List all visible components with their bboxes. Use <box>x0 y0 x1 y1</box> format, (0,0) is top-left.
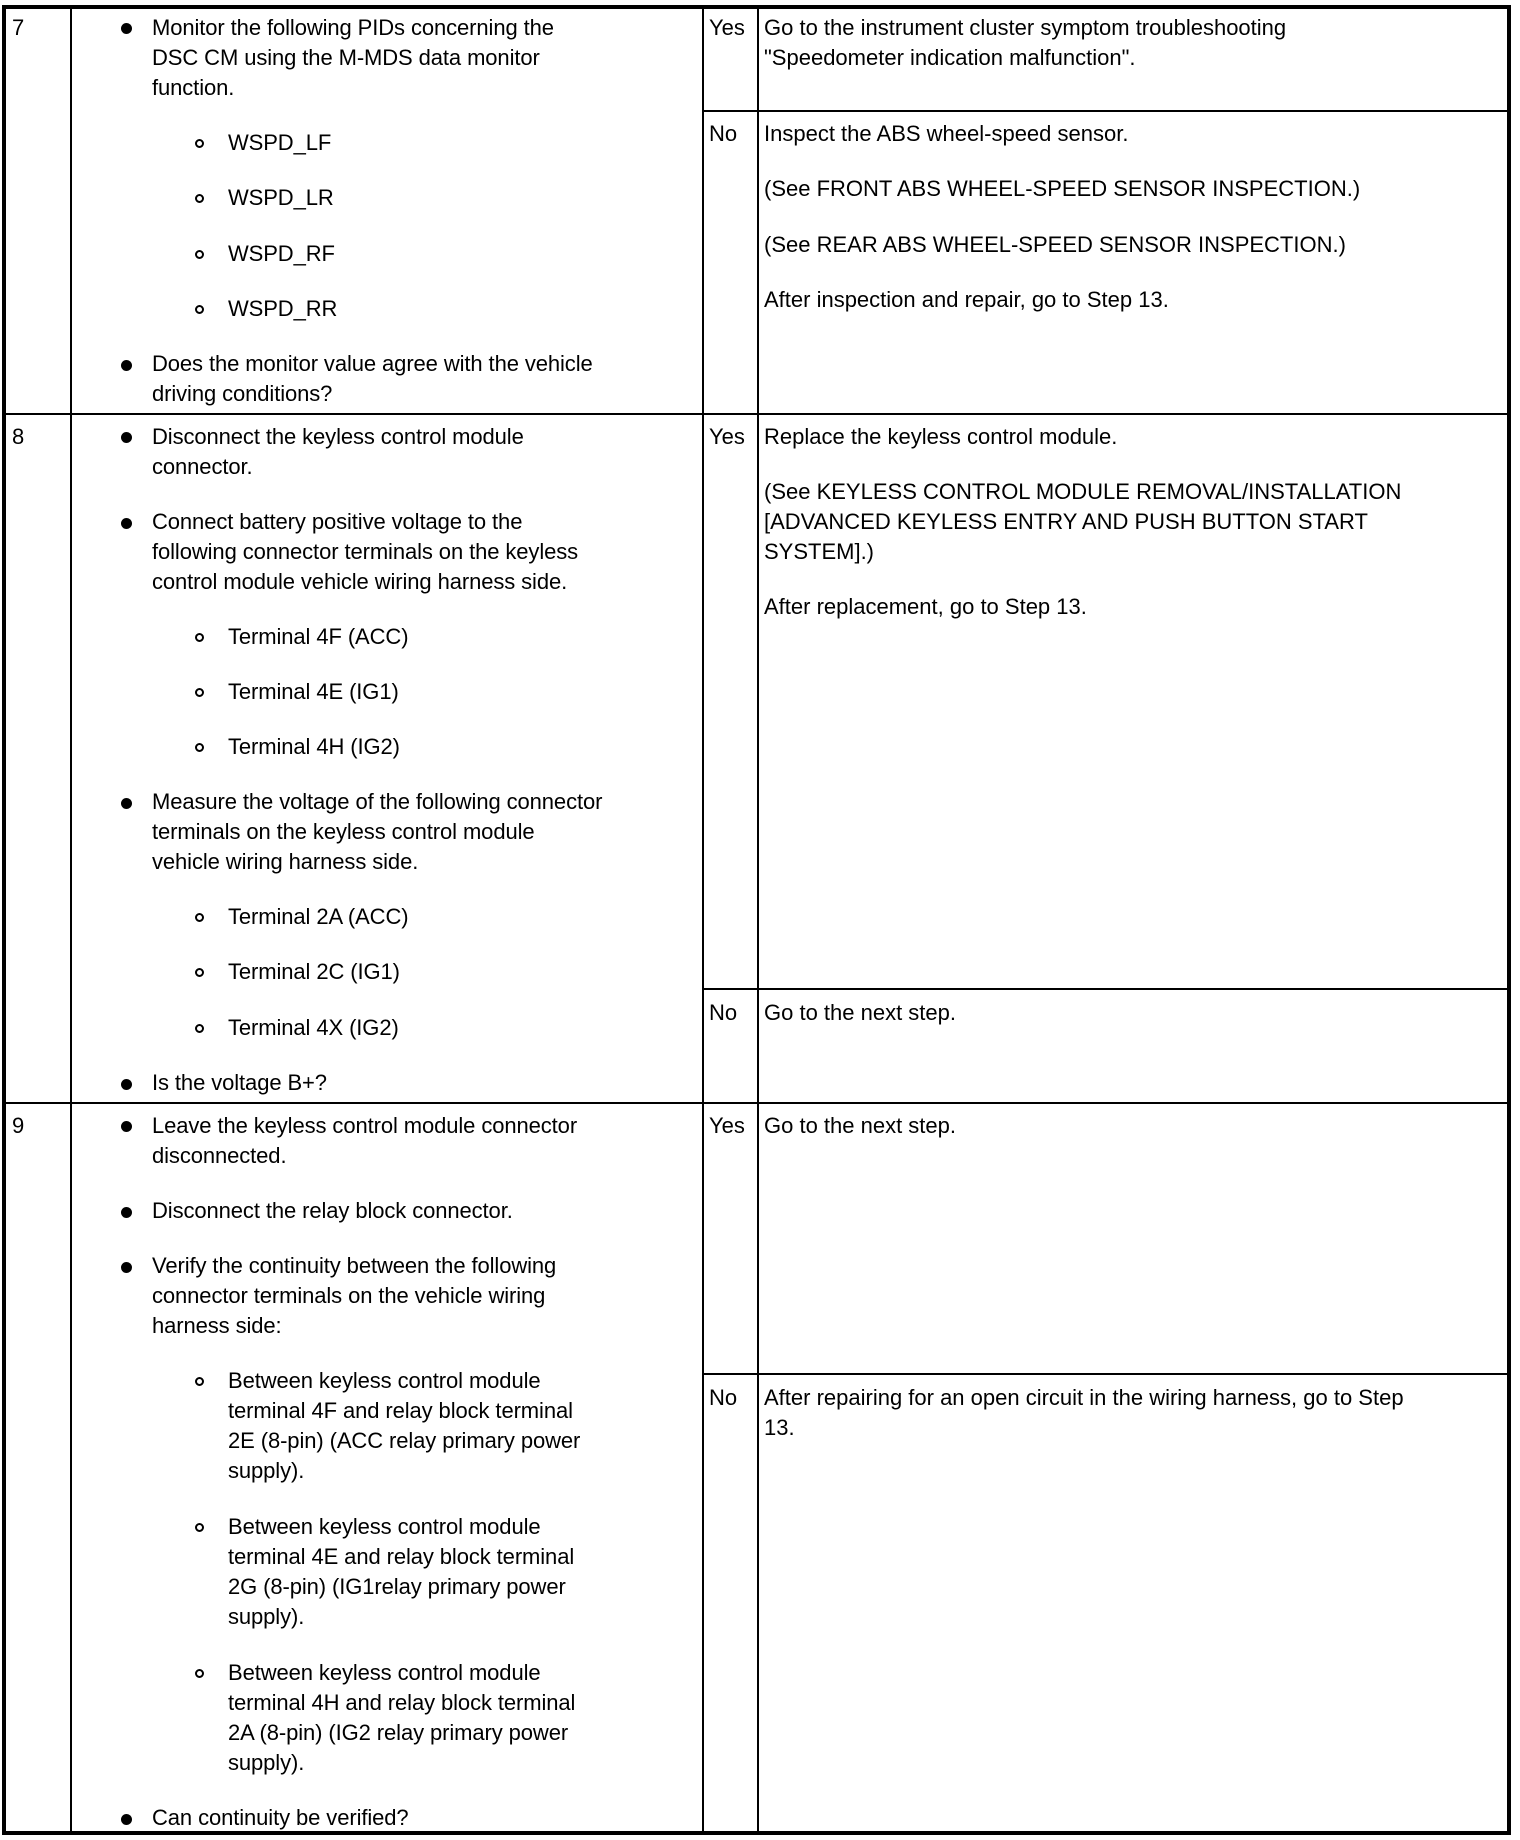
bullet-icon <box>121 798 132 809</box>
continuity-item-line: Between keyless control module <box>228 1660 541 1685</box>
no-result-line: After inspection and repair, go to Step 13. <box>764 287 1169 312</box>
yes-result-line: After replacement, go to Step 13. <box>764 594 1087 619</box>
bullet-icon <box>121 1207 132 1218</box>
yes-result-line: "Speedometer indication malfunction". <box>764 45 1136 70</box>
yes-label: Yes <box>709 1113 745 1138</box>
instruction-line: harness side: <box>152 1313 282 1338</box>
pid-item: WSPD_RR <box>228 296 338 321</box>
continuity-item-line: 2G (8-pin) (IG1relay primary power <box>228 1574 566 1599</box>
instruction-line: disconnected. <box>152 1143 287 1168</box>
sub-bullet-icon <box>195 688 204 697</box>
sub-bullet-icon <box>195 139 204 148</box>
row-divider-7-8 <box>2 413 1511 415</box>
continuity-item-line: supply). <box>228 1458 305 1483</box>
continuity-item-line: supply). <box>228 1604 305 1629</box>
result-column-divider <box>757 5 759 1835</box>
bullet-icon <box>121 1262 132 1273</box>
instruction-line: Leave the keyless control module connector <box>152 1113 578 1138</box>
bullet-icon <box>121 1814 132 1825</box>
terminal-item: Terminal 4X (IG2) <box>228 1015 399 1040</box>
bullet-icon <box>121 1079 132 1090</box>
yes-result-line: Replace the keyless control module. <box>764 424 1118 449</box>
terminal-item: Terminal 4F (ACC) <box>228 624 409 649</box>
sub-bullet-icon <box>195 250 204 259</box>
continuity-item-line: supply). <box>228 1750 305 1775</box>
terminal-item: Terminal 2C (IG1) <box>228 959 400 984</box>
sub-bullet-icon <box>195 968 204 977</box>
sub-bullet-icon <box>195 743 204 752</box>
instruction-line: DSC CM using the M-MDS data monitor <box>152 45 540 70</box>
instruction-line: following connector terminals on the keyless <box>152 539 579 564</box>
no-label: No <box>709 121 738 146</box>
pid-item: WSPD_RF <box>228 241 335 266</box>
step-number: 7 <box>12 15 25 40</box>
continuity-item-line: terminal 4F and relay block terminal <box>228 1398 573 1423</box>
continuity-item-line: 2A (8-pin) (IG2 relay primary power <box>228 1720 569 1745</box>
sub-bullet-icon <box>195 633 204 642</box>
instruction-line: terminals on the keyless control module <box>152 819 535 844</box>
step-column-divider <box>70 5 72 1835</box>
yes-no-divider-9 <box>702 1373 1511 1375</box>
continuity-item-line: Between keyless control module <box>228 1514 541 1539</box>
reference-link[interactable]: SYSTEM].) <box>764 539 875 564</box>
yes-no-divider-8 <box>702 988 1511 990</box>
reference-link[interactable]: (See REAR ABS WHEEL-SPEED SENSOR INSPECTION.) <box>764 232 1346 257</box>
sub-bullet-icon <box>195 305 204 314</box>
question-line: Can continuity be verified? <box>152 1805 409 1830</box>
instruction-line: connector. <box>152 454 253 479</box>
instruction-line: Verify the continuity between the following <box>152 1253 557 1278</box>
yes-no-divider-7 <box>702 110 1511 112</box>
instruction-line: vehicle wiring harness side. <box>152 849 419 874</box>
no-label: No <box>709 1385 738 1410</box>
continuity-item-line: 2E (8-pin) (ACC relay primary power <box>228 1428 581 1453</box>
no-result-line: Go to the next step. <box>764 1000 957 1025</box>
answer-column-divider <box>702 5 704 1835</box>
sub-bullet-icon <box>195 1377 204 1386</box>
instruction-line: control module vehicle wiring harness side. <box>152 569 568 594</box>
no-result-line: 13. <box>764 1415 795 1440</box>
bullet-icon <box>121 432 132 443</box>
no-result-line: Inspect the ABS wheel-speed sensor. <box>764 121 1129 146</box>
instruction-line: function. <box>152 75 235 100</box>
yes-result-line: Go to the next step. <box>764 1113 957 1138</box>
instruction-line: connector terminals on the vehicle wiring <box>152 1283 546 1308</box>
no-label: No <box>709 1000 738 1025</box>
instruction-line: Disconnect the keyless control module <box>152 424 524 449</box>
question-line: Does the monitor value agree with the vehicle <box>152 351 593 376</box>
no-result-line: After repairing for an open circuit in the wiring harness, go to Step <box>764 1385 1404 1410</box>
step-number: 8 <box>12 424 25 449</box>
yes-result-line: Go to the instrument cluster symptom troubleshooting <box>764 15 1287 40</box>
step-number: 9 <box>12 1113 25 1138</box>
terminal-item: Terminal 2A (ACC) <box>228 904 409 929</box>
sub-bullet-icon <box>195 1523 204 1532</box>
yes-label: Yes <box>709 15 745 40</box>
instruction-line: Connect battery positive voltage to the <box>152 509 523 534</box>
bullet-icon <box>121 518 132 529</box>
yes-label: Yes <box>709 424 745 449</box>
row-divider-8-9 <box>2 1102 1511 1104</box>
bullet-icon <box>121 23 132 34</box>
instruction-line: Disconnect the relay block connector. <box>152 1198 513 1223</box>
sub-bullet-icon <box>195 913 204 922</box>
bullet-icon <box>121 360 132 371</box>
continuity-item-line: Between keyless control module <box>228 1368 541 1393</box>
instruction-line: Measure the voltage of the following connector <box>152 789 603 814</box>
bullet-icon <box>121 1121 132 1132</box>
sub-bullet-icon <box>195 194 204 203</box>
sub-bullet-icon <box>195 1024 204 1033</box>
instruction-line: Monitor the following PIDs concerning the <box>152 15 554 40</box>
pid-item: WSPD_LR <box>228 185 334 210</box>
continuity-item-line: terminal 4H and relay block terminal <box>228 1690 576 1715</box>
terminal-item: Terminal 4H (IG2) <box>228 734 400 759</box>
continuity-item-line: terminal 4E and relay block terminal <box>228 1544 575 1569</box>
sub-bullet-icon <box>195 1669 204 1678</box>
pid-item: WSPD_LF <box>228 130 332 155</box>
question-line: driving conditions? <box>152 381 333 406</box>
question-line: Is the voltage B+? <box>152 1070 327 1095</box>
reference-link[interactable]: [ADVANCED KEYLESS ENTRY AND PUSH BUTTON START <box>764 509 1368 534</box>
terminal-item: Terminal 4E (IG1) <box>228 679 399 704</box>
reference-link[interactable]: (See KEYLESS CONTROL MODULE REMOVAL/INSTALLATION <box>764 479 1402 504</box>
reference-link[interactable]: (See FRONT ABS WHEEL-SPEED SENSOR INSPECTION.) <box>764 176 1361 201</box>
